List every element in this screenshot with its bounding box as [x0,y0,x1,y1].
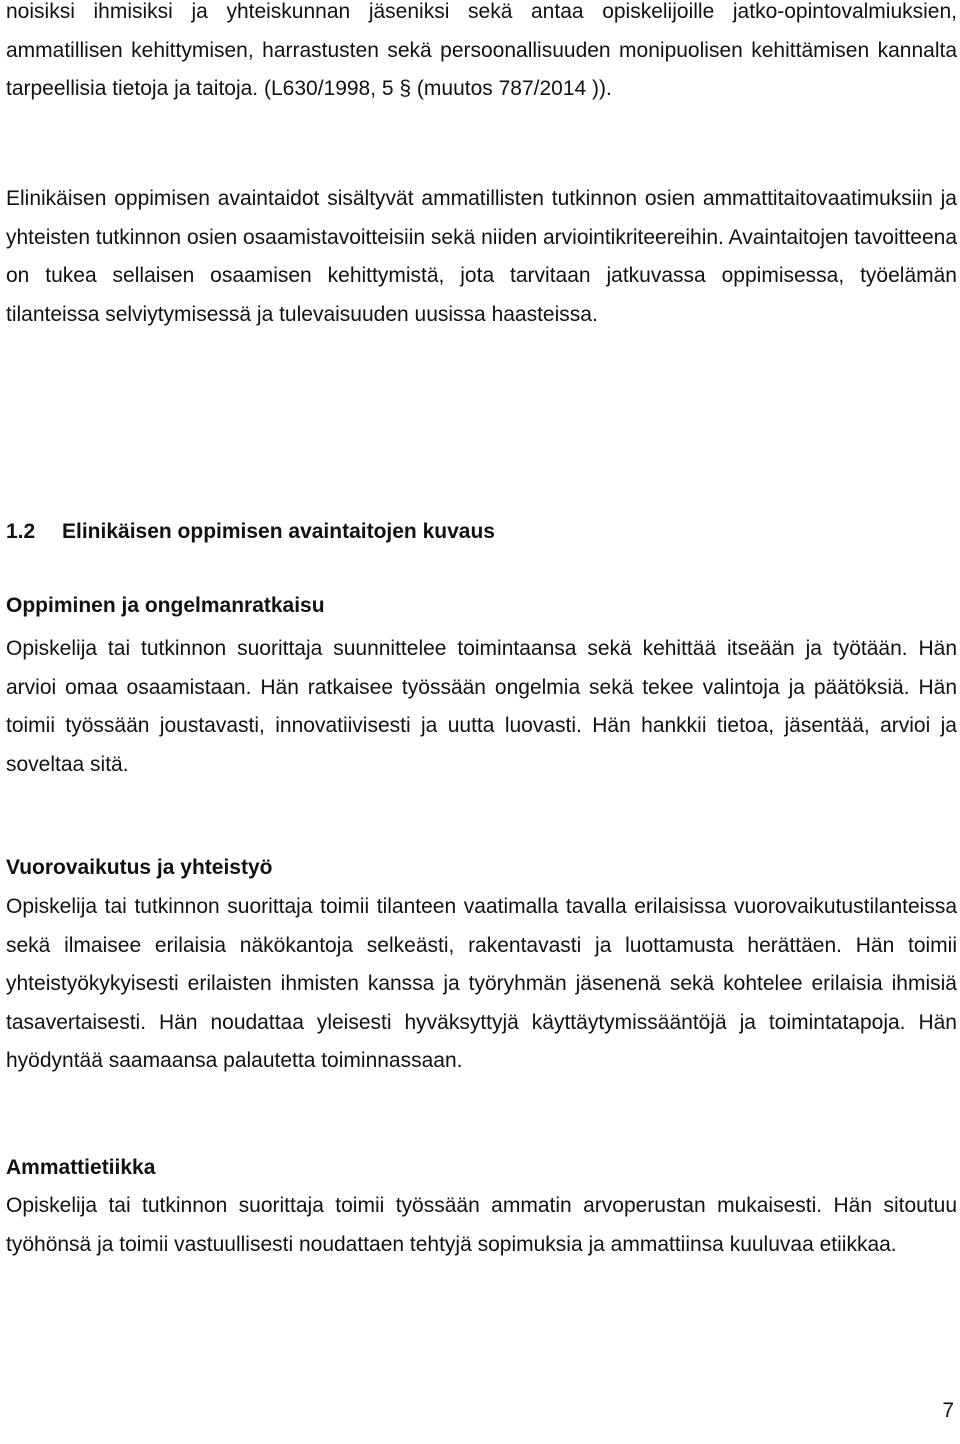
subsection-heading-ethics: Ammattietiikka [6,1156,156,1179]
section-title: Elinikäisen oppimisen avaintaitojen kuvaus [62,520,495,543]
subsection-text-learning: Opiskelija tai tutkinnon suorittaja suunnittelee toimintaansa sekä kehittää itseään ja työtään. Hän arvioi omaa osaamistaan. Hän ratkaisee työssään ongelmia sekä tekee valintoja ja päätöksiä. Hän toimii työssään joustavasti, innovatiivisesti ja uutta luovasti. Hän hankkii tietoa, jäsentää, arvioi ja soveltaa sitä. [6,637,957,776]
subsection-heading-interaction: Vuorovaikutus ja yhteistyö [6,856,273,879]
subsection-text-interaction: Opiskelija tai tutkinnon suorittaja toimii tilanteen vaatimalla tavalla erilaisissa vuorovaikutustilanteissa sekä ilmaisee erilaisia näkökantoja selkeästi, rakentavasti ja luottamusta herättäen. Hän toimii yhteistyökykyisesti erilaisten ihmisten kanssa ja työryhmän jäsenenä sekä kohtelee erilaisia ihmisiä tasavertaisesti. Hän noudattaa yleisesti hyväksyttyjä käyttäytymissääntöjä ja toimintatapoja. Hän hyödyntää saamaansa palautetta toiminnassaan. [6,895,957,1072]
section-number: 1.2 [6,520,36,543]
intro-key-skills-paragraph: Elinikäisen oppimisen avaintaidot sisältyvät ammatillisten tutkinnon osien ammattitaitovaatimuksiin ja yhteisten tutkinnon osien osaamistavoitteisiin sekä niiden arviointikriteereihin. Avaintaitojen tavoitteena on tukea sellaisen osaamisen kehittymistä, jota tarvitaan jatkuvassa oppimisessa, työelämän tilanteissa selviytymisessä ja tulevaisuuden uusissa haasteissa. [6,187,958,326]
subsection-heading-learning: Oppiminen ja ongelmanratkaisu [6,594,325,617]
intro-continuation-paragraph: noisiksi ihmisiksi ja yhteiskunnan jäseniksi sekä antaa opiskelijoille jatko-opintovalmiuksien, ammatillisen kehittymisen, harrastusten sekä persoonallisuuden monipuolisen kehittämisen kannalta tarpeellisia tietoja ja taitoja. (L630/1998, 5 § (muutos 787/2014 )). [6,0,957,100]
section-heading [6,516,495,548]
subsection-text-ethics: Opiskelija tai tutkinnon suorittaja toimii työssään ammatin arvoperustan mukaisesti. Hän sitoutuu työhönsä ja toimii vastuullisesti noudattaen tehtyjä sopimuksia ja ammattiinsa kuuluvaa etiikkaa. [6,1194,957,1256]
page-number: 7 [942,1399,954,1422]
